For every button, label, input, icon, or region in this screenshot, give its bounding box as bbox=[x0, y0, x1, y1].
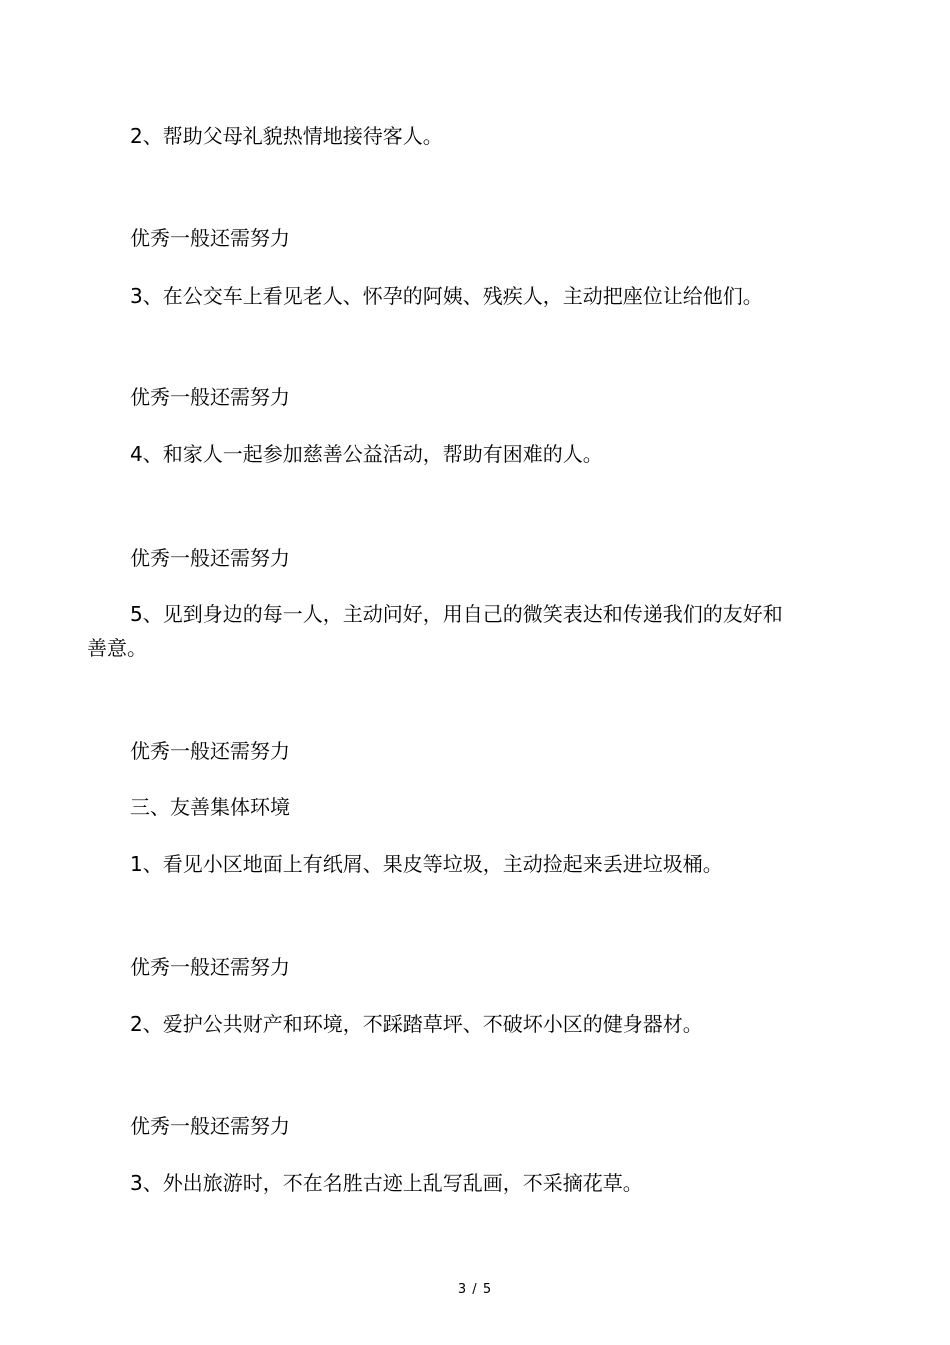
item-2-text: 2、帮助父母礼貌热情地接待客人。 bbox=[130, 124, 443, 148]
rating-options: 优秀一般还需努力 bbox=[130, 739, 290, 763]
rating-options: 优秀一般还需努力 bbox=[130, 955, 290, 979]
item-3b-text: 3、外出旅游时，不在名胜古迹上乱写乱画，不采摘花草。 bbox=[130, 1171, 643, 1195]
item-1-text: 1、看见小区地面上有纸屑、果皮等垃圾，主动捡起来丢进垃圾桶。 bbox=[130, 852, 723, 876]
item-4-text: 4、和家人一起参加慈善公益活动，帮助有困难的人。 bbox=[130, 442, 603, 466]
rating-options: 优秀一般还需努力 bbox=[130, 385, 290, 409]
page-number: 3 / 5 bbox=[457, 1282, 493, 1297]
item-5-text-line2: 善意。 bbox=[87, 636, 147, 660]
item-3-text: 3、在公交车上看见老人、怀孕的阿姨、残疾人，主动把座位让给他们。 bbox=[130, 284, 763, 308]
rating-options: 优秀一般还需努力 bbox=[130, 546, 290, 570]
item-5-text-line1: 5、见到身边的每一人，主动问好，用自己的微笑表达和传递我们的友好和 bbox=[130, 602, 783, 626]
rating-options: 优秀一般还需努力 bbox=[130, 226, 290, 250]
section-heading: 三、友善集体环境 bbox=[130, 795, 290, 819]
rating-options: 优秀一般还需努力 bbox=[130, 1114, 290, 1138]
item-2b-text: 2、爱护公共财产和环境，不踩踏草坪、不破坏小区的健身器材。 bbox=[130, 1012, 703, 1036]
